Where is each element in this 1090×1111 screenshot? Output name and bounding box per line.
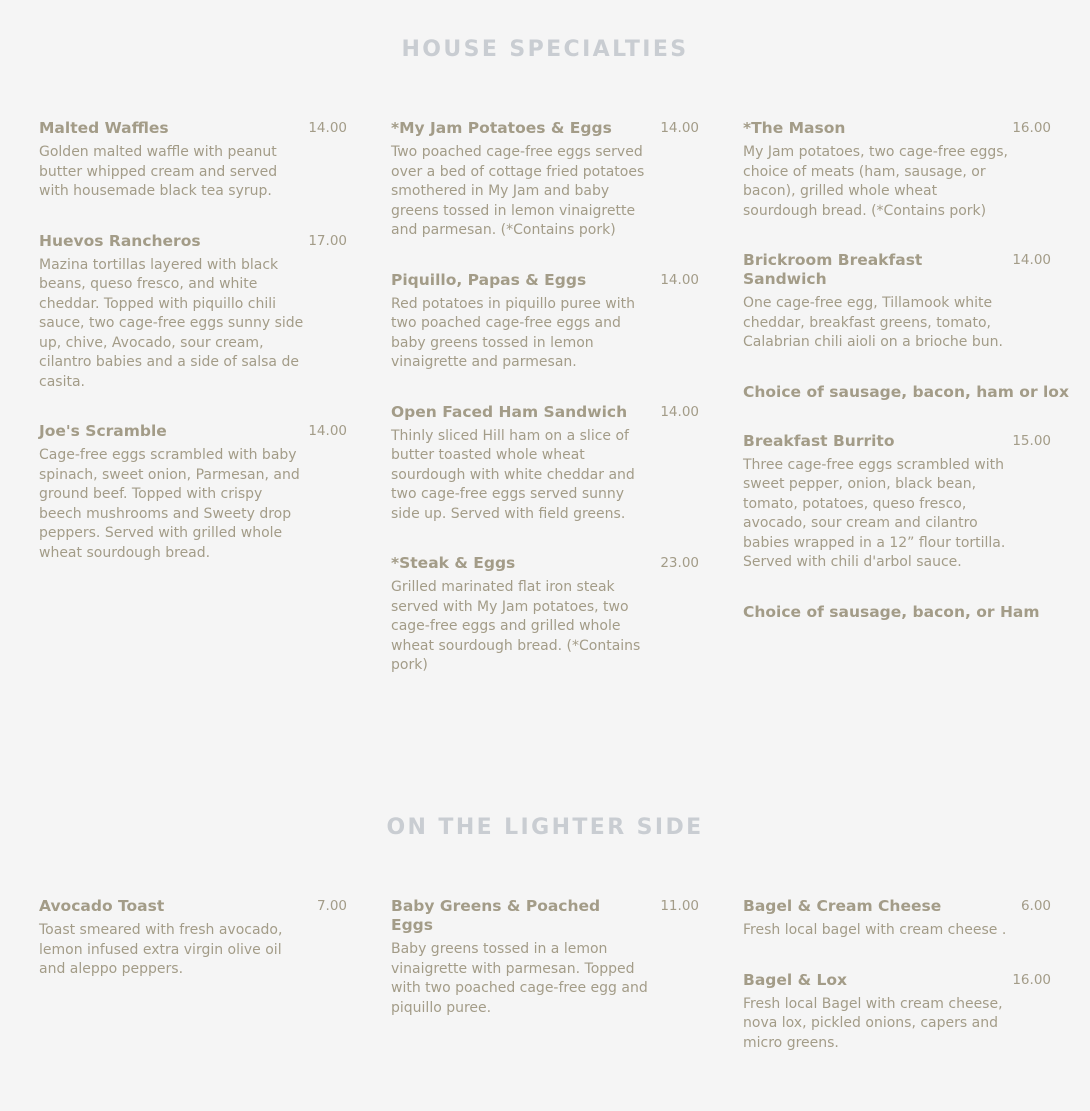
section-title-lighter-side: ON THE LIGHTER SIDE xyxy=(386,815,704,840)
item-description: Golden malted waffle with peanut butter whipped cream and served with housemade black tea syrup. xyxy=(39,144,278,199)
item-description: Baby greens tossed in a lemon vinaigrette with parmesan. Topped with two poached cage-free egg and piquillo puree. xyxy=(391,941,648,1016)
item-name: *Steak & Eggs xyxy=(391,554,516,572)
item-name: Huevos Rancheros xyxy=(39,231,201,250)
menu-item-joes-scramble xyxy=(39,422,347,563)
menu-column-3 xyxy=(743,897,1051,1083)
item-name: Breakfast Burrito xyxy=(743,431,895,450)
item-description: Fresh local Bagel with cream cheese, nova lox, pickled onions, capers and micro greens. xyxy=(743,995,1003,1051)
item-description: My Jam potatoes, two cage-free eggs, choice of meats (ham, sausage, or bacon), grilled whole wheat sourdough bread. (*Contains pork) xyxy=(743,144,1008,219)
item-name: Joe's Scramble xyxy=(39,422,167,440)
item-description: Three cage-free eggs scrambled with sweet pepper, onion, black bean, tomato, potatoes, queso fresco, avocado, sour cream and cilantro babies wrapped in a 12” flour tortilla. Served with chili d'arbol sauce. xyxy=(743,456,1006,570)
item-price: 14.00 xyxy=(660,403,699,420)
item-name: Bagel & Cream Cheese xyxy=(743,897,942,915)
item-description: Red potatoes in piquillo puree with two poached cage-free eggs and baby greens tossed in lemon vinaigrette and parmesan. xyxy=(391,295,636,370)
item-description: Toast smeared with fresh avocado, lemon infused extra virgin olive oil and aleppo peppers. xyxy=(39,922,283,977)
item-description: Cage-free eggs scrambled with baby spinach, sweet onion, Parmesan, and ground beef. Topped with crispy beech mushrooms and Sweety drop peppers. Served with grilled whole wheat sourdough bread. xyxy=(39,447,300,561)
item-price: 16.00 xyxy=(1012,120,1051,136)
item-price: 14.00 xyxy=(660,120,699,136)
item-description: Mazina tortillas layered with black beans, queso fresco, and white cheddar. Topped with piquillo chili sauce, two cage-free eggs sunny side up, chive, Avocado, sour cream, cilantro babies and a side of salsa de casita. xyxy=(39,256,304,390)
menu-item-the-mason xyxy=(743,119,1051,221)
menu-item-steak-eggs xyxy=(391,554,699,676)
item-price: 16.00 xyxy=(1012,971,1051,988)
menu-item-brickroom-breakfast-sandwich xyxy=(743,251,1051,353)
item-choice-note: Choice of sausage, bacon, or Ham xyxy=(743,602,1040,621)
menu-column-2 xyxy=(391,897,699,1048)
menu-item-open-faced-ham-sandwich xyxy=(391,403,699,525)
menu-item-my-jam-potatoes-eggs xyxy=(391,119,699,241)
item-price: 6.00 xyxy=(1020,898,1051,914)
item-name: Bagel & Lox xyxy=(743,970,848,989)
item-description: One cage-free egg, Tillamook white cheddar, breakfast greens, tomato, Calabrian chili aioli on a brioche bun. xyxy=(743,295,1003,350)
menu-column-3 xyxy=(743,119,1069,652)
item-description: Fresh local bagel with cream cheese . xyxy=(743,922,1007,938)
menu-item-baby-greens-poached-eggs xyxy=(391,897,699,1018)
item-price: 17.00 xyxy=(308,232,347,249)
item-description: Two poached cage-free eggs served over a bed of cottage fried potatoes smothered in My Jam and baby greens tossed in lemon vinaigrette and parmesan. (*Contains pork) xyxy=(391,144,645,238)
item-name: Open Faced Ham Sandwich xyxy=(391,402,628,421)
menu-column-1 xyxy=(39,897,347,1010)
menu-item-huevos-rancheros xyxy=(39,232,347,393)
menu-column-2 xyxy=(391,119,699,706)
item-price: 23.00 xyxy=(660,555,699,571)
menu-item-bagel-cream-cheese xyxy=(743,897,1051,941)
item-price: 7.00 xyxy=(316,898,347,914)
item-name: Malted Waffles xyxy=(39,119,169,137)
menu-item-malted-waffles xyxy=(39,119,347,202)
item-name: Brickroom Breakfast Sandwich xyxy=(743,251,923,288)
item-name: *The Mason xyxy=(743,119,846,137)
item-price: 14.00 xyxy=(1012,252,1051,268)
item-price: 14.00 xyxy=(308,423,347,439)
section-title-house-specialties: HOUSE SPECIALTIES xyxy=(401,37,689,62)
menu-column-1 xyxy=(39,119,347,593)
item-name: Avocado Toast xyxy=(39,897,165,915)
item-price: 11.00 xyxy=(660,898,699,914)
item-price: 15.00 xyxy=(1012,432,1051,449)
item-description: Thinly sliced Hill ham on a slice of butter toasted whole wheat sourdough with white cheddar and two cage-free eggs served sunny side up. Served with field greens. xyxy=(391,427,635,522)
menu-item-breakfast-burrito xyxy=(743,432,1051,573)
item-name: Baby Greens & Poached Eggs xyxy=(391,897,601,934)
item-choice-note: Choice of sausage, bacon, ham or lox xyxy=(743,382,1069,401)
item-price: 14.00 xyxy=(660,271,699,288)
item-name: Piquillo, Papas & Eggs xyxy=(391,270,587,289)
menu-item-bagel-lox xyxy=(743,971,1051,1054)
menu-item-piquillo-papas-eggs xyxy=(391,271,699,373)
item-description: Grilled marinated flat iron steak served with My Jam potatoes, two cage-free eggs and grilled whole wheat sourdough bread. (*Contains pork) xyxy=(391,579,641,673)
menu-item-avocado-toast xyxy=(39,897,347,980)
item-price: 14.00 xyxy=(308,120,347,136)
item-name: *My Jam Potatoes & Eggs xyxy=(391,119,612,137)
